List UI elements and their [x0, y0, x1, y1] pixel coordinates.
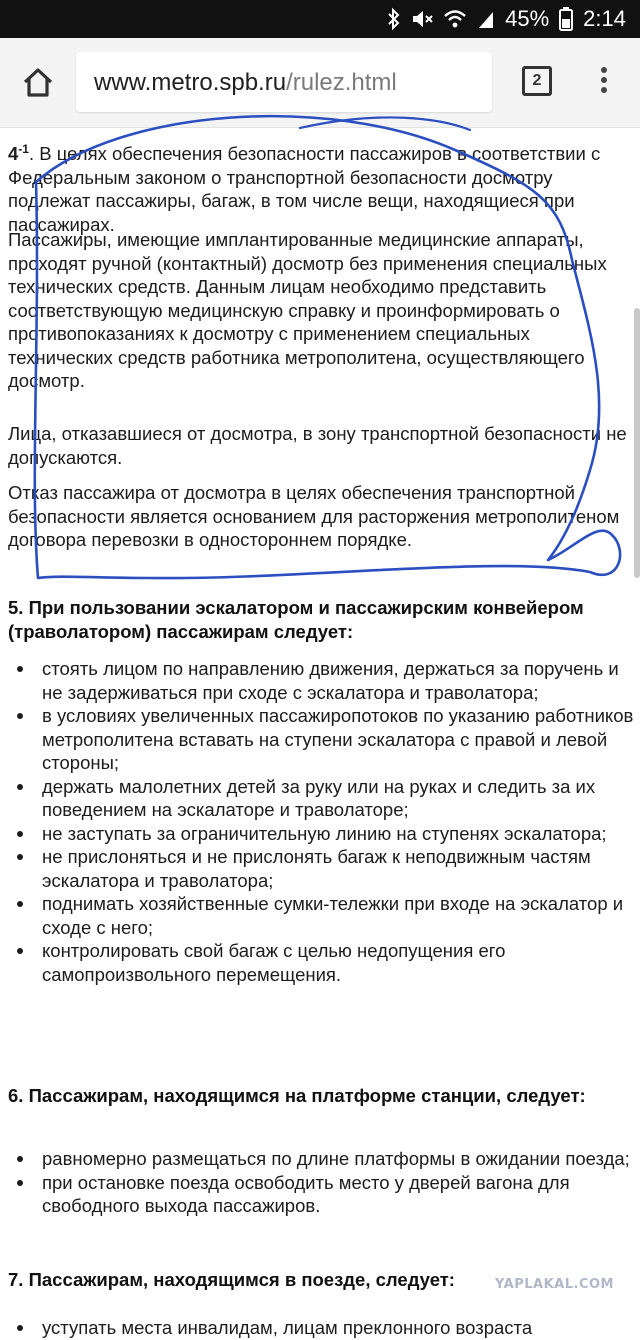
list-item: равномерно размещаться по длине платформы в ожидании поезда; — [42, 1147, 634, 1171]
section-6-list — [42, 1147, 634, 1218]
address-bar[interactable] — [76, 52, 492, 112]
section-7-heading: 7. Пассажирам, находящимся в поезде, следует: — [8, 1269, 455, 1290]
url-path: /rulez.html — [286, 69, 397, 96]
wifi-icon — [443, 8, 467, 30]
paragraph-contract: Отказ пассажира от досмотра в целях обеспечения транспортной безопасности является основанием для расторжения метрополитеном договора перевозки в одностороннем порядке. — [8, 482, 620, 550]
list-item: при остановке поезда освободить место у дверей вагона для свободного выхода пассажиров. — [42, 1171, 634, 1218]
page-content — [0, 128, 640, 1338]
home-icon — [18, 62, 58, 102]
bluetooth-icon — [387, 8, 401, 30]
status-bar — [0, 0, 640, 38]
paragraph-4-1 — [8, 138, 636, 236]
url-domain: www.metro.spb.ru — [94, 69, 287, 96]
section-7-list — [42, 1316, 634, 1340]
battery-percent: 45% — [505, 6, 550, 31]
section-5-list — [42, 657, 634, 986]
browser-toolbar — [0, 38, 640, 128]
paragraph-refusal: Лица, отказавшиеся от досмотра, в зону транспортной безопасности не допускаются. — [8, 423, 627, 468]
scrollbar-thumb[interactable] — [634, 308, 640, 578]
list-item: стоять лицом по направлению движения, держаться за поручень и не задерживаться при сходе с эскалатора и траволатора; — [42, 657, 634, 704]
list-item: уступать места инвалидам, лицам преклонного возраста — [42, 1316, 634, 1340]
paragraph-superscript: -1 — [18, 142, 29, 156]
battery-icon — [559, 7, 573, 31]
home-button[interactable] — [18, 62, 58, 102]
section-5-heading: 5. При пользовании эскалатором и пассажирским конвейером (траволатором) пассажирам следует: — [8, 597, 584, 642]
list-item: контролировать свой багаж с целью недопущения его самопроизвольного перемещения. — [42, 939, 634, 986]
mute-icon — [411, 8, 433, 30]
paragraph-implants: Пассажиры, имеющие имплантированные медицинские аппараты, проходят ручной (контактный) досмотр без применения специальных технических средств. Данным лицам необходимо представить соответствующую медицинскую справку и проинформировать о противопоказаниях к досмотру с применением специальных технических средств работника метрополитена, осуществляющего досмотр. — [8, 229, 607, 391]
tabs-button[interactable] — [522, 66, 552, 96]
list-item: не заступать за ограничительную линию на ступенях эскалатора; — [42, 822, 634, 846]
list-item: держать малолетних детей за руку или на руках и следить за их поведением на эскалаторе и траволаторе; — [42, 775, 634, 822]
paragraph-text: . В целях обеспечения безопасности пассажиров в соответствии с Федеральным законом о транспортной безопасности досмотру подлежат пассажиры, багаж, в том числе вещи, находящиеся при пассажирах. — [8, 143, 601, 235]
overflow-menu-icon[interactable] — [596, 64, 612, 100]
section-6-heading: 6. Пассажирам, находящимся на платформе станции, следует: — [8, 1085, 586, 1106]
paragraph-number: 4 — [8, 143, 19, 165]
status-icons — [387, 0, 626, 38]
signal-icon — [477, 8, 495, 30]
watermark: YAPLAKAL.COM — [495, 1277, 614, 1292]
tab-count: 2 — [532, 72, 542, 89]
url-text — [94, 69, 397, 97]
list-item: в условиях увеличенных пассажиропотоков по указанию работников метрополитена вставать на ступени эскалатора с правой и левой стороны; — [42, 705, 634, 773]
clock: 2:14 — [583, 6, 626, 31]
list-item: не прислоняться и не прислонять багаж к неподвижным частям эскалатора и траволатора; — [42, 845, 634, 892]
list-item: поднимать хозяйственные сумки-тележки при входе на эскалатор и сходе с него; — [42, 892, 634, 939]
